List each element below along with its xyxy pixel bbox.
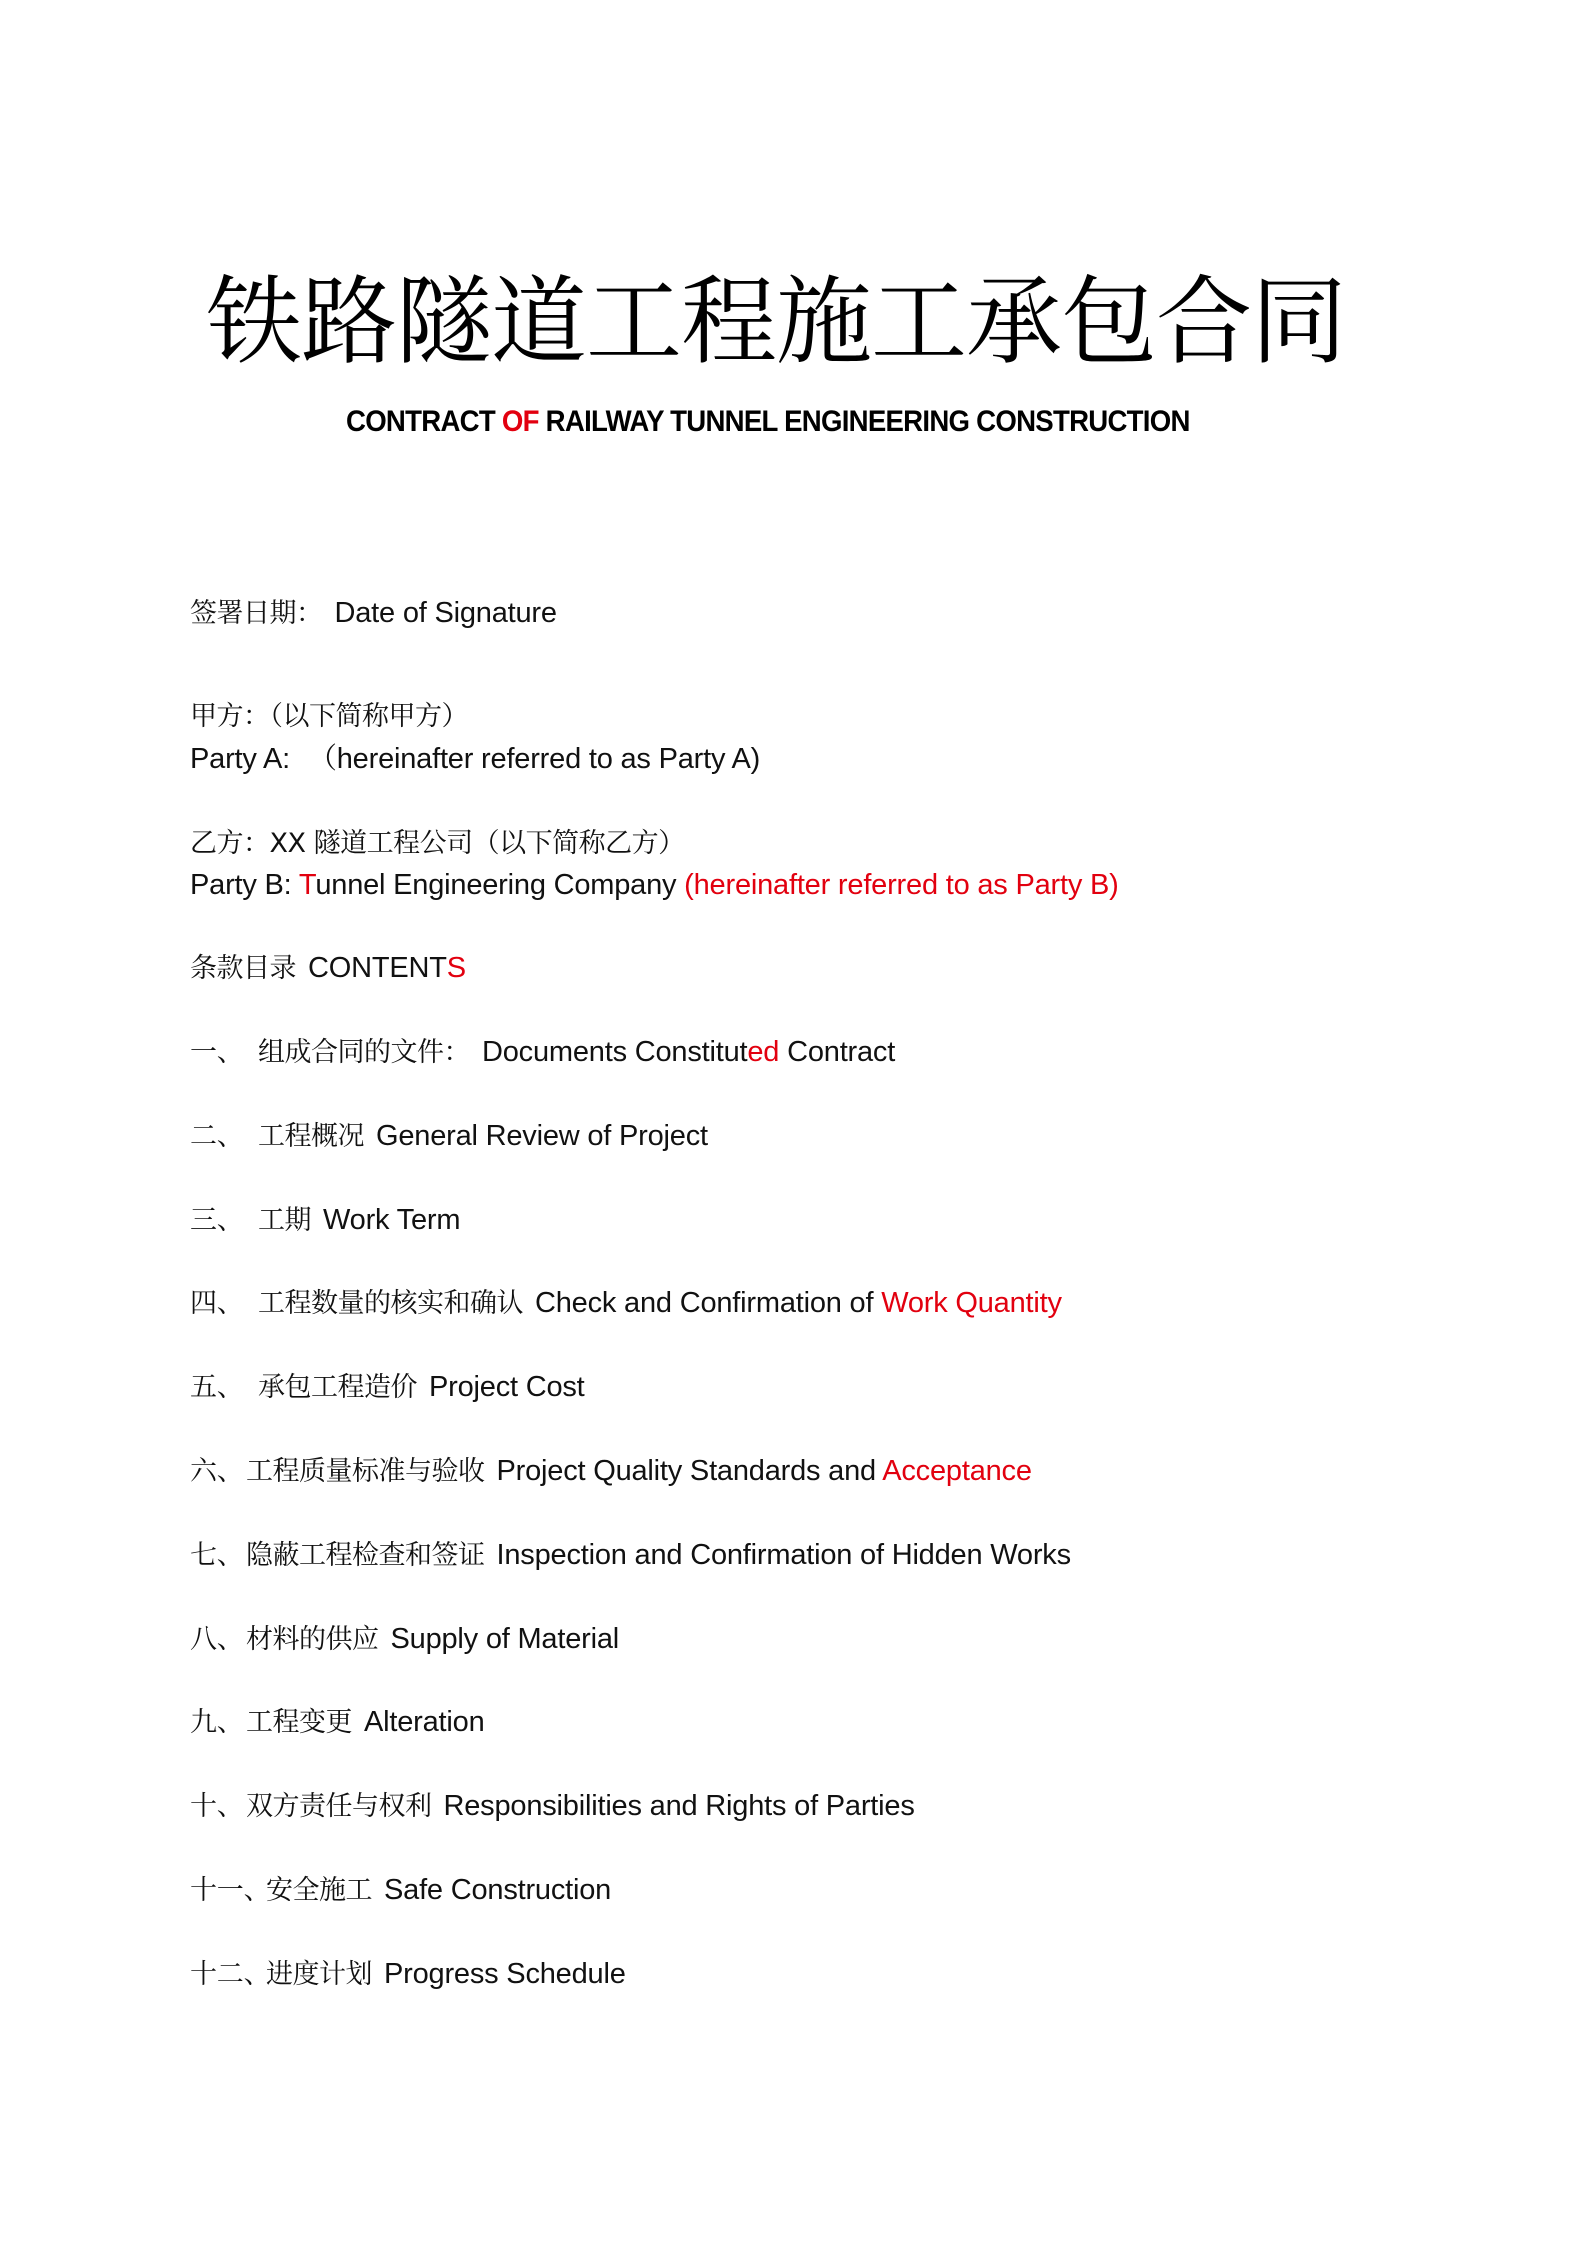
party-a-cn-line [190, 697, 468, 736]
signature-date-label-cn: 签署日期： [190, 598, 323, 629]
contents-heading [190, 949, 466, 988]
signature-date-label-en: Date of Signature [334, 597, 557, 629]
subtitle-part-contract: CONTRACT [346, 405, 502, 438]
toc-item-title-en: Documents Constitut [482, 1036, 748, 1068]
toc-item [190, 1452, 1032, 1491]
toc-item-title-cn: 工程质量标准与验收 [246, 1456, 485, 1487]
party-b-en-note: (hereinafter referred to as Party B) [684, 869, 1119, 901]
toc-item-title-cn: 工程变更 [246, 1707, 352, 1738]
party-b-en-line [190, 866, 1119, 904]
toc-item-title-cn: 承包工程造价 [258, 1372, 417, 1403]
toc-item-number: 一、 [190, 1037, 244, 1068]
toc-item-number: 十、 [190, 1791, 244, 1822]
party-a-en-note: （hereinafter referred to as Party A) [307, 743, 761, 775]
toc-item [190, 1871, 611, 1910]
toc-item-number: 七、 [190, 1540, 244, 1571]
document-subtitle [346, 404, 1190, 440]
party-b-cn-line [190, 824, 685, 863]
toc-item-number: 十一、 [190, 1875, 271, 1906]
toc-item [190, 1368, 585, 1407]
toc-item-number: 四、 [190, 1288, 244, 1319]
toc-item-title-en-highlight: ed [747, 1036, 780, 1068]
subtitle-part-rest: RAILWAY TUNNEL ENGINEERING CONSTRUCTION [538, 405, 1190, 438]
toc-item-title-en: General Review of Project [376, 1120, 708, 1152]
toc-item-title-en: Progress Schedule [384, 1958, 626, 1990]
toc-item-number: 十二、 [190, 1959, 271, 1990]
toc-item [190, 1536, 1071, 1575]
toc-item-title-en-highlight: Work Quantity [881, 1287, 1062, 1319]
party-b-name-rest: unnel Engineering Company [315, 869, 685, 901]
party-a-cn: 甲方：（以下简称甲方） [190, 701, 468, 732]
toc-item-title-cn: 隐蔽工程检查和签证 [246, 1540, 485, 1571]
toc-item-title-en: Project Quality Standards and [496, 1455, 883, 1487]
toc-item-number: 八、 [190, 1624, 244, 1655]
toc-item-number: 二、 [190, 1121, 244, 1152]
toc-item-number: 九、 [190, 1707, 244, 1738]
contents-label-en: CONTENT [308, 952, 447, 984]
toc-item [190, 1201, 460, 1240]
toc-item-title-cn: 双方责任与权利 [246, 1791, 432, 1822]
toc-item-title-cn: 工程概况 [258, 1121, 364, 1152]
toc-item-title-en: Safe Construction [384, 1874, 612, 1906]
toc-item-title-en: Check and Confirmation of [535, 1287, 882, 1319]
contents-label-en-red: S [446, 952, 466, 984]
toc-item [190, 1117, 708, 1156]
party-b-en-label: Party B: [190, 869, 299, 901]
toc-item-title-en: Project Cost [429, 1371, 585, 1403]
toc-item [190, 1955, 626, 1994]
party-b-name-initial: T [298, 869, 316, 901]
toc-item-title-cn: 工程数量的核实和确认 [258, 1288, 523, 1319]
toc-item-title-en-highlight: Acceptance [882, 1455, 1032, 1487]
toc-item-title-en: Alteration [364, 1706, 485, 1738]
toc-item-number: 六、 [190, 1456, 244, 1487]
toc-item-title-cn: 工期 [258, 1205, 311, 1236]
subtitle-part-of: OF [501, 405, 539, 438]
document-title: 铁路隧道工程施工承包合同 [206, 266, 1346, 378]
party-b-cn: 乙方：XX 隧道工程公司（以下简称乙方） [190, 828, 685, 859]
contents-label-cn: 条款目录 [190, 953, 296, 984]
toc-item [190, 1703, 485, 1742]
toc-item-title-en: Inspection and Confirmation of Hidden Works [496, 1539, 1071, 1571]
signature-date-line [190, 594, 557, 633]
toc-item-title-en: Work Term [323, 1204, 461, 1236]
toc-item-title-en: Supply of Material [390, 1623, 620, 1655]
toc-item [190, 1787, 915, 1826]
toc-item-title-cn: 组成合同的文件： [258, 1037, 470, 1068]
toc-item [190, 1620, 619, 1659]
party-a-en-label: Party A: [190, 743, 290, 775]
toc-item-title-cn: 安全施工 [266, 1875, 372, 1906]
toc-item [190, 1284, 1062, 1323]
toc-item-title-en: Contract [779, 1036, 896, 1068]
toc-item [190, 1033, 895, 1072]
toc-item-title-cn: 进度计划 [266, 1959, 372, 1990]
party-a-en-line [190, 740, 760, 778]
toc-item-number: 五、 [190, 1372, 244, 1403]
toc-item-title-en: Responsibilities and Rights of Parties [443, 1790, 915, 1822]
toc-item-number: 三、 [190, 1205, 244, 1236]
toc-item-title-cn: 材料的供应 [246, 1624, 379, 1655]
